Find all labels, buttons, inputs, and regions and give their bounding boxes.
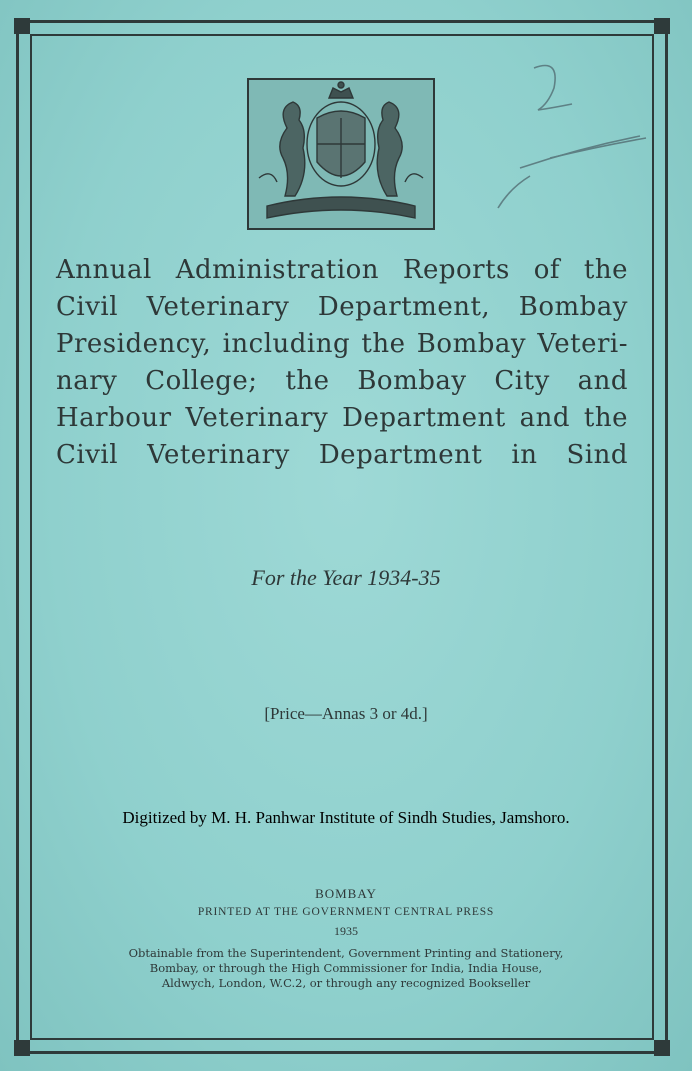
obtainable-line: Obtainable from the Superintendent, Government Printing and Stationery,: [128, 946, 564, 960]
report-title: [56, 252, 628, 474]
imprint-printer: PRINTED AT THE GOVERNMENT CENTRAL PRESS: [197, 906, 495, 918]
royal-coat-of-arms-icon: [247, 78, 435, 230]
title-line: Civil Veterinary Department, Bombay: [56, 292, 628, 322]
title-line: Civil Veterinary Department in Sind: [56, 440, 628, 470]
title-line: Presidency, including the Bombay Veteri-: [56, 329, 628, 359]
imprint-year: 1935: [334, 924, 358, 938]
corner-ornament: [654, 1040, 670, 1056]
title-line: Harbour Veterinary Department and the: [56, 403, 628, 433]
report-year: For the Year 1934-35: [251, 565, 441, 590]
title-line: nary College; the Bombay City and: [56, 366, 628, 396]
price-line: [Price—Annas 3 or 4d.]: [264, 704, 428, 723]
obtainable-line: Bombay, or through the High Commissioner for India, India House,: [149, 961, 543, 975]
corner-ornament: [654, 18, 670, 34]
corner-ornament: [14, 18, 30, 34]
obtainable-line: Aldwych, London, W.C.2, or through any recognized Bookseller: [161, 976, 531, 990]
pencil-annotation: [490, 58, 650, 218]
imprint-place: BOMBAY: [315, 886, 377, 901]
obtainable-notice: [68, 946, 624, 991]
digitized-credit: Digitized by M. H. Panhwar Institute of Sindh Studies, Jamshoro.: [122, 808, 570, 827]
title-line: Annual Administration Reports of the: [56, 255, 628, 285]
corner-ornament: [14, 1040, 30, 1056]
